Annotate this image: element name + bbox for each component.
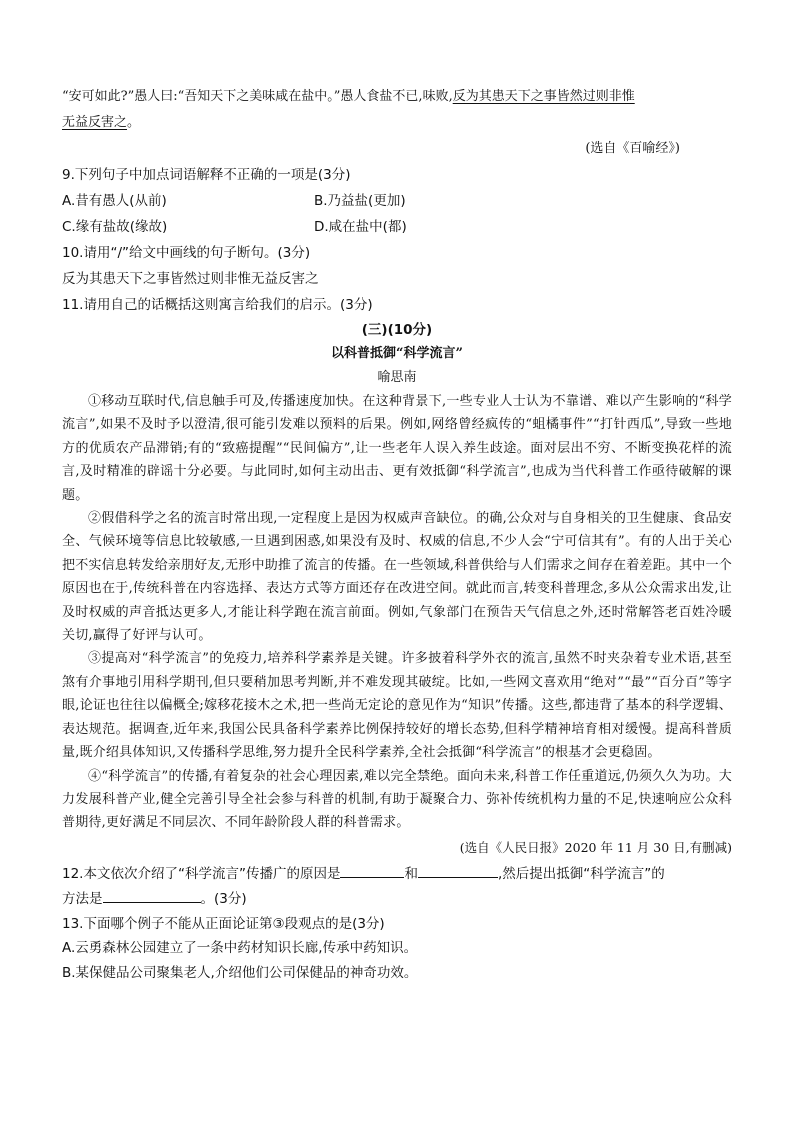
story-line-1 xyxy=(62,84,732,110)
story-line-2 xyxy=(62,110,732,136)
underlined-sentence-end: 无益反害之 xyxy=(62,115,128,130)
article-paragraph-3: ③提高对“科学流言”的免疫力,培养科学素养是关键。许多披着科学外衣的流言,虽然不时夹杂着专业术语,甚至煞有介事地引用科学期刊,但只要稍加思考判断,并不难发现其破绽。比如,一些网文喜欢用“绝对”“最”“百分百”等字眼,论证也往往以偏概全;嫁移花接木之术,把一些尚无定论的意见作为“知识”传播。这些,都违背了基本的科学逻辑、表达规范。据调查,近年来,我国公民具备科学素养比例保持较好的增长态势,但科学精神培育相对缓慢。提高科普质量,既介绍具体知识,又传播科学思维,努力提升全民科学素养,全社会抵御“科学流言”的根基才会更稳固。 xyxy=(62,651,732,761)
underlined-sentence: 反为其患天下之事皆然过则非惟 xyxy=(452,89,635,104)
section-heading: (三)(10分) xyxy=(361,322,433,338)
story-text: “安可如此?”愚人曰:“吾知天下之美味咸在盐中。”愚人食盐不已,味败, xyxy=(62,89,453,104)
question-12-method: 方法是 xyxy=(62,891,103,908)
question-12-score: 。(3分) xyxy=(200,891,247,908)
article-title: 以科普抵御“科学流言” xyxy=(331,346,463,361)
question-13-option-a: A.云勇森林公园建立了一条中药材知识长廊,传承中药知识。 xyxy=(62,940,418,957)
question-12-line-2 xyxy=(62,886,732,912)
answer-blank-2[interactable] xyxy=(418,861,498,878)
article-source: (选自《人民日报》2020 年 11 月 30 日,有删减) xyxy=(459,839,732,855)
option-b: B.乃益盐(更加) xyxy=(314,193,406,209)
answer-blank-1[interactable] xyxy=(340,861,404,878)
article-paragraph-4: ④“科学流言”的传播,有着复杂的社会心理因素,难以完全禁绝。面向未来,科普工作任重道远,仍须久久为功。大力发展科普产业,健全完善引导全社会参与科普的机制,有助于凝聚合力、弥补传统机构力量的不足,快速响应公众科普期待,更好满足不同层次、不同年龄阶段人群的科普需求。 xyxy=(62,768,732,831)
option-d: D.咸在盐中(都) xyxy=(314,219,407,235)
question-12-line-1 xyxy=(62,861,732,887)
question-13-stem: 13.下面哪个例子不能从正面论证第③段观点的是(3分) xyxy=(62,915,385,932)
answer-blank-3[interactable] xyxy=(103,886,201,903)
article-paragraph-1: ①移动互联时代,信息触手可及,传播速度加快。在这种背景下,一些专业人士认为不靠谱、难以产生影响的“科学流言”,如果不及时予以澄清,很可能引发难以预料的后果。例如,网络曾经疯传的“蛆橘事件”“打针西瓜”,导致一些地方的优质农产品滞销;有的“致癌提醒”“民间偏方”,让一些老年人误入养生歧途。面对层出不穷、不断变换花样的流言,及时精准的辟谣十分必要。与此同时,如何主动出击、更有效抵御“科学流言”,也成为当代科普工作亟待破解的课题。 xyxy=(62,394,732,503)
option-a: A.昔有愚人(从前) xyxy=(62,193,167,209)
question-9-stem: 9.下列句子中加点词语解释不正确的一项是(3分) xyxy=(62,167,351,183)
option-c: C.缘有盐故(缘故) xyxy=(62,219,168,235)
question-13-option-b: B.某保健品公司聚集老人,介绍他们公司保健品的神奇功效。 xyxy=(62,964,418,981)
article-paragraph-2: ②假借科学之名的流言时常出现,一定程度上是因为权威声音缺位。的确,公众对与自身相关的卫生健康、食品安全、气候环境等信息比较敏感,一旦遇到困惑,如果没有及时、权威的信息,不少人会“宁可信其有”。有的人出于关心把不实信息转发给亲朋好友,无形中助推了流言的传播。在一些领域,科普供给与人们需求之间存在着差距。其中一个原因也在于,传统科普在内容选择、表达方式等方面还存在改进空间。就此而言,转变科普理念,多从公众需求出发,让及时权威的声音抵达更多人,才能让科学跑在流言前面。例如,气象部门在预告天气信息之外,还时常解答老百姓冷暖关切,赢得了好评与认可。 xyxy=(62,511,732,644)
question-12-text: 12.本文依次介绍了“科学流言”传播广的原因是 xyxy=(62,865,341,882)
question-10-stem: 10.请用“/”给文中画线的句子断句。(3分) xyxy=(62,245,311,261)
document-page xyxy=(62,84,732,985)
article-author: 喻思南 xyxy=(377,370,417,385)
question-12-text-cont: ,然后提出抵御“科学流言”的 xyxy=(497,865,665,882)
question-9-options-row-1 xyxy=(62,188,732,214)
question-12-text-and: 和 xyxy=(404,865,418,882)
question-10-sentence: 反为其患天下之事皆然过则非惟无益反害之 xyxy=(62,271,319,287)
question-11-stem: 11.请用自己的话概括这则寓言给我们的启示。(3分) xyxy=(62,297,373,313)
story-source: (选自《百喻经》) xyxy=(585,141,680,156)
story-text-end: 。 xyxy=(127,115,141,130)
question-9-options-row-2 xyxy=(62,214,732,240)
